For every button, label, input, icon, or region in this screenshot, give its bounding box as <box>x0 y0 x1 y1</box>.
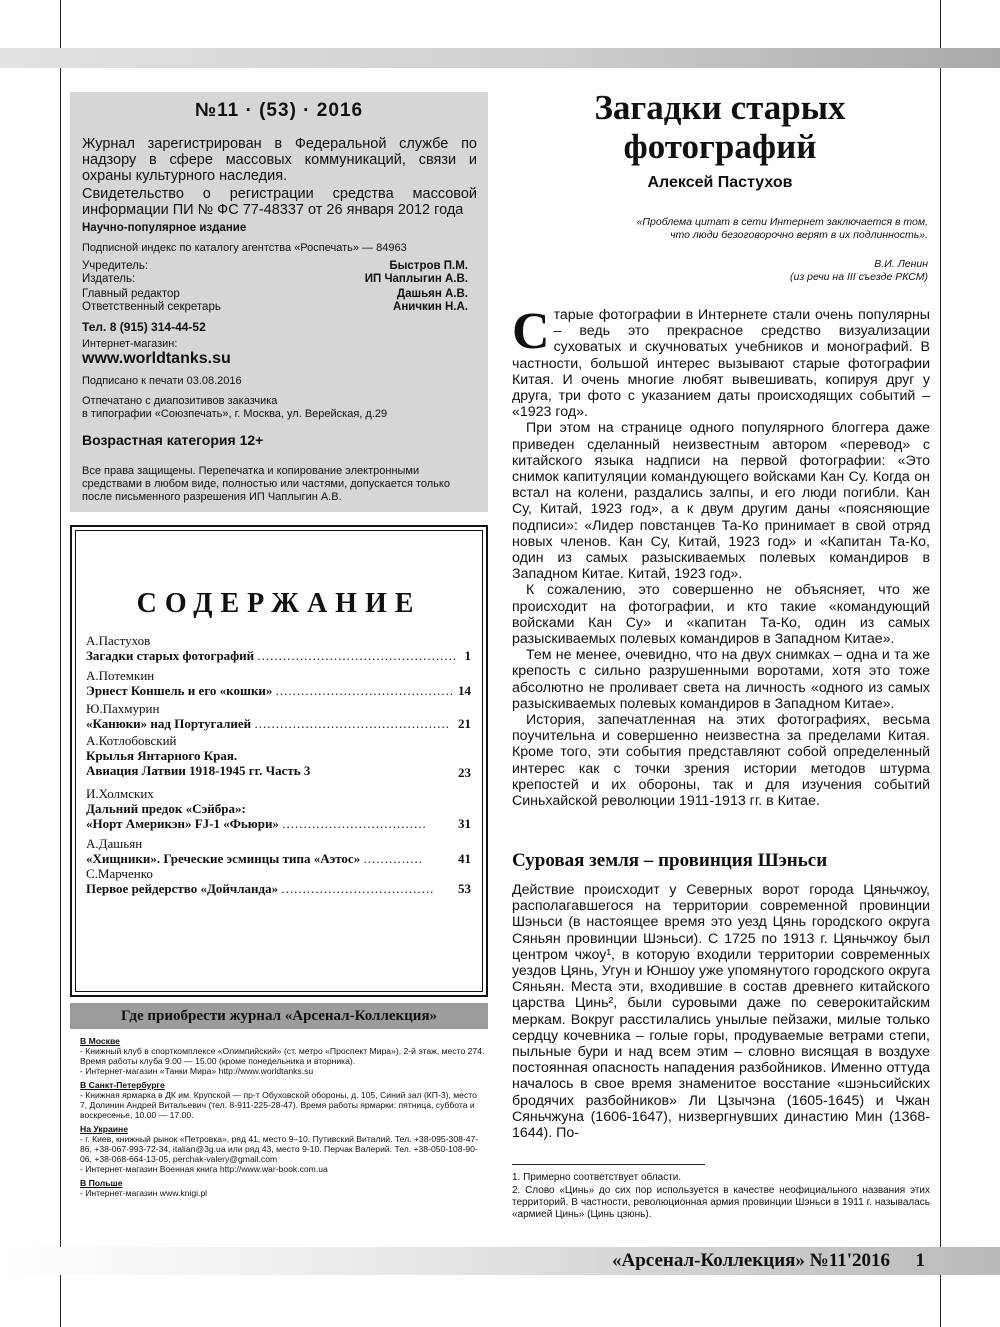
toc-page: 53 <box>458 881 471 896</box>
epigraph-author: В.И. Ленин (из речи на III съезде РКСМ) <box>790 258 928 283</box>
toc-page: 14 <box>458 683 471 698</box>
top-bar <box>0 48 1000 68</box>
registration-text: Журнал зарегистрирован в Федеральной службе по надзору в сфере массовых коммуникаций, связи и охраны культурного наследия. <box>82 136 477 184</box>
toc-item[interactable]: А.Потемкин Эрнест Коншель и его «кошки» .......................................... 14 <box>86 668 471 698</box>
right-margin-line <box>940 0 941 1327</box>
role-row: Ответственный секретарь Аничкин Н.А. <box>82 301 468 313</box>
signed-date: Подписано к печати 03.08.2016 <box>82 375 242 387</box>
printed-line-1: Отпечатано с диапозитивов заказчика <box>82 395 278 407</box>
epigraph: «Проблема цитат в сети Интернет заключается в том, что люди безоговорочно верят в их подлинность». <box>636 216 928 241</box>
toc-item[interactable]: А.Котлобовский Крылья Янтарного Края. Авиация Латвии 1918-1945 гг. Часть 3 23 <box>86 733 471 780</box>
issue-number: №11 · (53) · 2016 <box>194 100 364 121</box>
printed-line-2: в типографии «Союзпечать», г. Москва, ул. Верейская, д.29 <box>82 408 388 420</box>
role-row: Издатель: ИП Чаплыгин А.В. <box>82 273 468 285</box>
footnote-2: 2. Слово «Цинь» до сих пор используется в качестве неофициального названия этих территорий. В частности, революционная армия провинции Шэньси в 1911 г. называлась «армией Цинь» (Цинь цзюнь). <box>512 1185 930 1220</box>
article-title: Загадки старых фотографий <box>594 88 846 166</box>
toc-page: 21 <box>458 716 471 731</box>
toc-author: И.Холмских <box>86 786 154 801</box>
article-author: Алексей Пастухов <box>647 174 793 191</box>
phone: Тел. 8 (915) 314-44-52 <box>82 320 206 334</box>
toc-author: А.Потемкин <box>86 668 155 683</box>
toc-author: А.Котлобовский <box>86 733 177 748</box>
city-moscow: В Москве <box>80 1036 120 1046</box>
drop-cap: С <box>512 303 550 360</box>
toc-page: 1 <box>464 648 471 663</box>
role-row: Главный редактор Дашьян А.В. <box>82 288 468 300</box>
article-body: Старые фотографии в Интернете стали очень популярны – ведь это прекрасное средство визуализации суховатых и скучноватых учебников и монографий. В частности, большой интерес вызывают старые фотографии Китая. И очень многие любят вывешивать, копируя друг у друга, три фото с указанием даты происходящих событий – «1923 год». При этом на странице одного популярного блоггера даже приведен сделанный неизвестным автором «перевод» с китайского языка надписи на первой фотографии: «Это снимок капитуляции командующего войсками Кан Су. Когда он встал на колени, раздались залпы, и его люди погибли. Кан Су, Китай, 1923 год», а к двум другим даны «поясняющие подписи»: «Лидер повстанцев Та-Ко принимает в свой отряд новых членов. Кан Су, Китай, 1923 год» и «Капитан Та-Ко, один из самых разыскиваемых полевых командиров в Западном Китае. Китай, 1923 год». К сожалению, это совершенно не объясняет, что же происходит на фотографии, и кто такие «командующий войсками Кан Су» и «капитан Та-Ко, один из самых разыскиваемых полевых командиров в Западном Китае». Тем не менее, очевидно, что на двух снимках – одна и та же крепость с сильно разрушенными воротами, хотя это тоже абсолютно не проливает света на личность «одного из самых разыскиваемых полевых командиров в Западном Китае». История, запечатленная на этих фотографиях, весьма поучительна и совершенно неизвестна за пределами Китая. Кроме того, эти события представляют собой определенный интерес как с точки зрения истории методов штурма крепостей и их обороны, так и для изучения событий Синьхайской революции 1911-1913 гг. в Китае. <box>512 303 930 810</box>
left-margin-line <box>60 0 61 1327</box>
toc-item[interactable]: Ю.Пахмурин «Канюки» над Португалией .............................................. 21 <box>86 701 471 731</box>
where-to-buy-heading: Где приобрести журнал «Арсенал-Коллекция» <box>70 1003 488 1029</box>
rights-text: Все права защищены. Перепечатка и копирование электронными средствами в любом виде, полностью или частями, допускается только после письменного разрешения ИП Чаплыгин А.В. <box>82 465 450 503</box>
where-to-buy-list: В Москве - Книжный клуб в спорткомплексе «Олимпийский» (ст. метро «Проспект Мира»), 2-й этаж, место 274. Время работы клуба 9.00 — 15.00 (кроме понедельника и вторника). - Интернет-магазин «Танки Мира» http://www.worldtanks.su В Санкт-Петербурге - Книжная ярмарка в ДК им. Крупской — пр-т Обуховской обороны, д. 105, Синий зал (КП-3), место 7, Долинин Андрей Витальевич (тел. 8-911-225-28-47). Время работы ярмарки: пятница, суббота и воскресенье, 10.00 — 17.00. На Украине - г. Киев, книжный рынок «Петровка», ряд 41, место 9–10. Путивский Виталий. Тел. +38-095-308-47-86, +38-067-993-72-34, italian@3g.ua или ряд 43, место 9-10. Перчак Валерий. Тел. +38-050-108-90-06, +38-068-664-13-05, perchak-valery@gmail.com - Интернет-магазин Военная книга http://www.war-book.com.ua В Польше - Интернет-магазин www.knigi.pl <box>80 1036 485 1198</box>
toc-page: 23 <box>458 765 471 780</box>
contents-title: СОДЕРЖАНИЕ <box>136 588 422 619</box>
city-ukraine: На Украине <box>80 1124 128 1134</box>
article-body-section: Действие происходит у Северных ворот города Цяньчжоу, располагавшегося на территории современной провинции Шэньси (в настоящее время это уезд Цянь городского округа Сяньян провинции Шэньси). С 1725 по 1913 г. Цяньчжоу был центром чжоу¹, в которую входили территории современных уездов Цянь, Угун и Юншоу уже упомянутого городского округа Сяньян. Места эти, входившие в состав древнего китайского царства Цинь², были суровыми даже по северокитайским меркам. Вокруг расстилались унылые пейзажи, милые только сердцу кочевника – голые горы, продуваемые ветрами степи, пыльные бури и над всем этим – словно висящая в воздухе постоянная опасность нападения разбойников. Именно оттуда началось в свое время знаменитое восстание «шэньсийских бродячих разбойников» Ли Цзычэна (1605-1645) и Чжан Сяньчжуна (1606-1647), низвергнувших династию Мин (1368-1644). По- <box>512 882 930 1142</box>
footnote-rule <box>512 1164 705 1165</box>
toc-item[interactable]: С.Марченко Первое рейдерство «Дойчланда» .................................... 53 <box>86 866 471 896</box>
toc-page: 41 <box>458 851 471 866</box>
toc-author: А.Пастухов <box>86 633 151 648</box>
footnote-1: 1. Примерно соответствует области. <box>512 1172 682 1183</box>
toc-item[interactable]: А.Дашьян «Хищники». Греческие эсминцы типа «Аэтос» .............. 41 <box>86 836 471 866</box>
toc-item[interactable]: А.Пастухов Загадки старых фотографий ............................................... 1 <box>86 633 471 663</box>
toc-author: А.Дашьян <box>86 836 143 851</box>
toc-item[interactable]: И.Холмских Дальний предок «Сэйбра»: «Норт Америкэн» FJ-1 «Фьюри» .................................. 31 <box>86 786 471 831</box>
subscription-index: Подписной индекс по каталогу агентства «Роспечать» — 84963 <box>82 242 407 254</box>
toc-author: Ю.Пахмурин <box>86 701 160 716</box>
publication-type: Научно-популярное издание <box>82 222 247 234</box>
shop-label: Интернет-магазин: <box>82 338 178 350</box>
section-heading: Суровая земля – провинция Шэньси <box>512 850 828 871</box>
footer-magazine-title: «Арсенал-Коллекция» №11'2016 <box>611 1250 890 1271</box>
city-poland: В Польше <box>80 1178 123 1188</box>
page-number: 1 <box>915 1250 925 1271</box>
role-row: Учредитель: Быстров П.М. <box>82 260 468 272</box>
shop-url[interactable]: www.worldtanks.su <box>82 350 231 367</box>
toc-author: С.Марченко <box>86 866 153 881</box>
toc-page: 31 <box>458 816 471 831</box>
certificate-text: Свидетельство о регистрации средства массовой информации ПИ № ФС 77-48337 от 26 января 2012 года <box>82 186 477 218</box>
age-category: Возрастная категория 12+ <box>82 432 264 448</box>
city-spb: В Санкт-Петербурге <box>80 1080 165 1090</box>
